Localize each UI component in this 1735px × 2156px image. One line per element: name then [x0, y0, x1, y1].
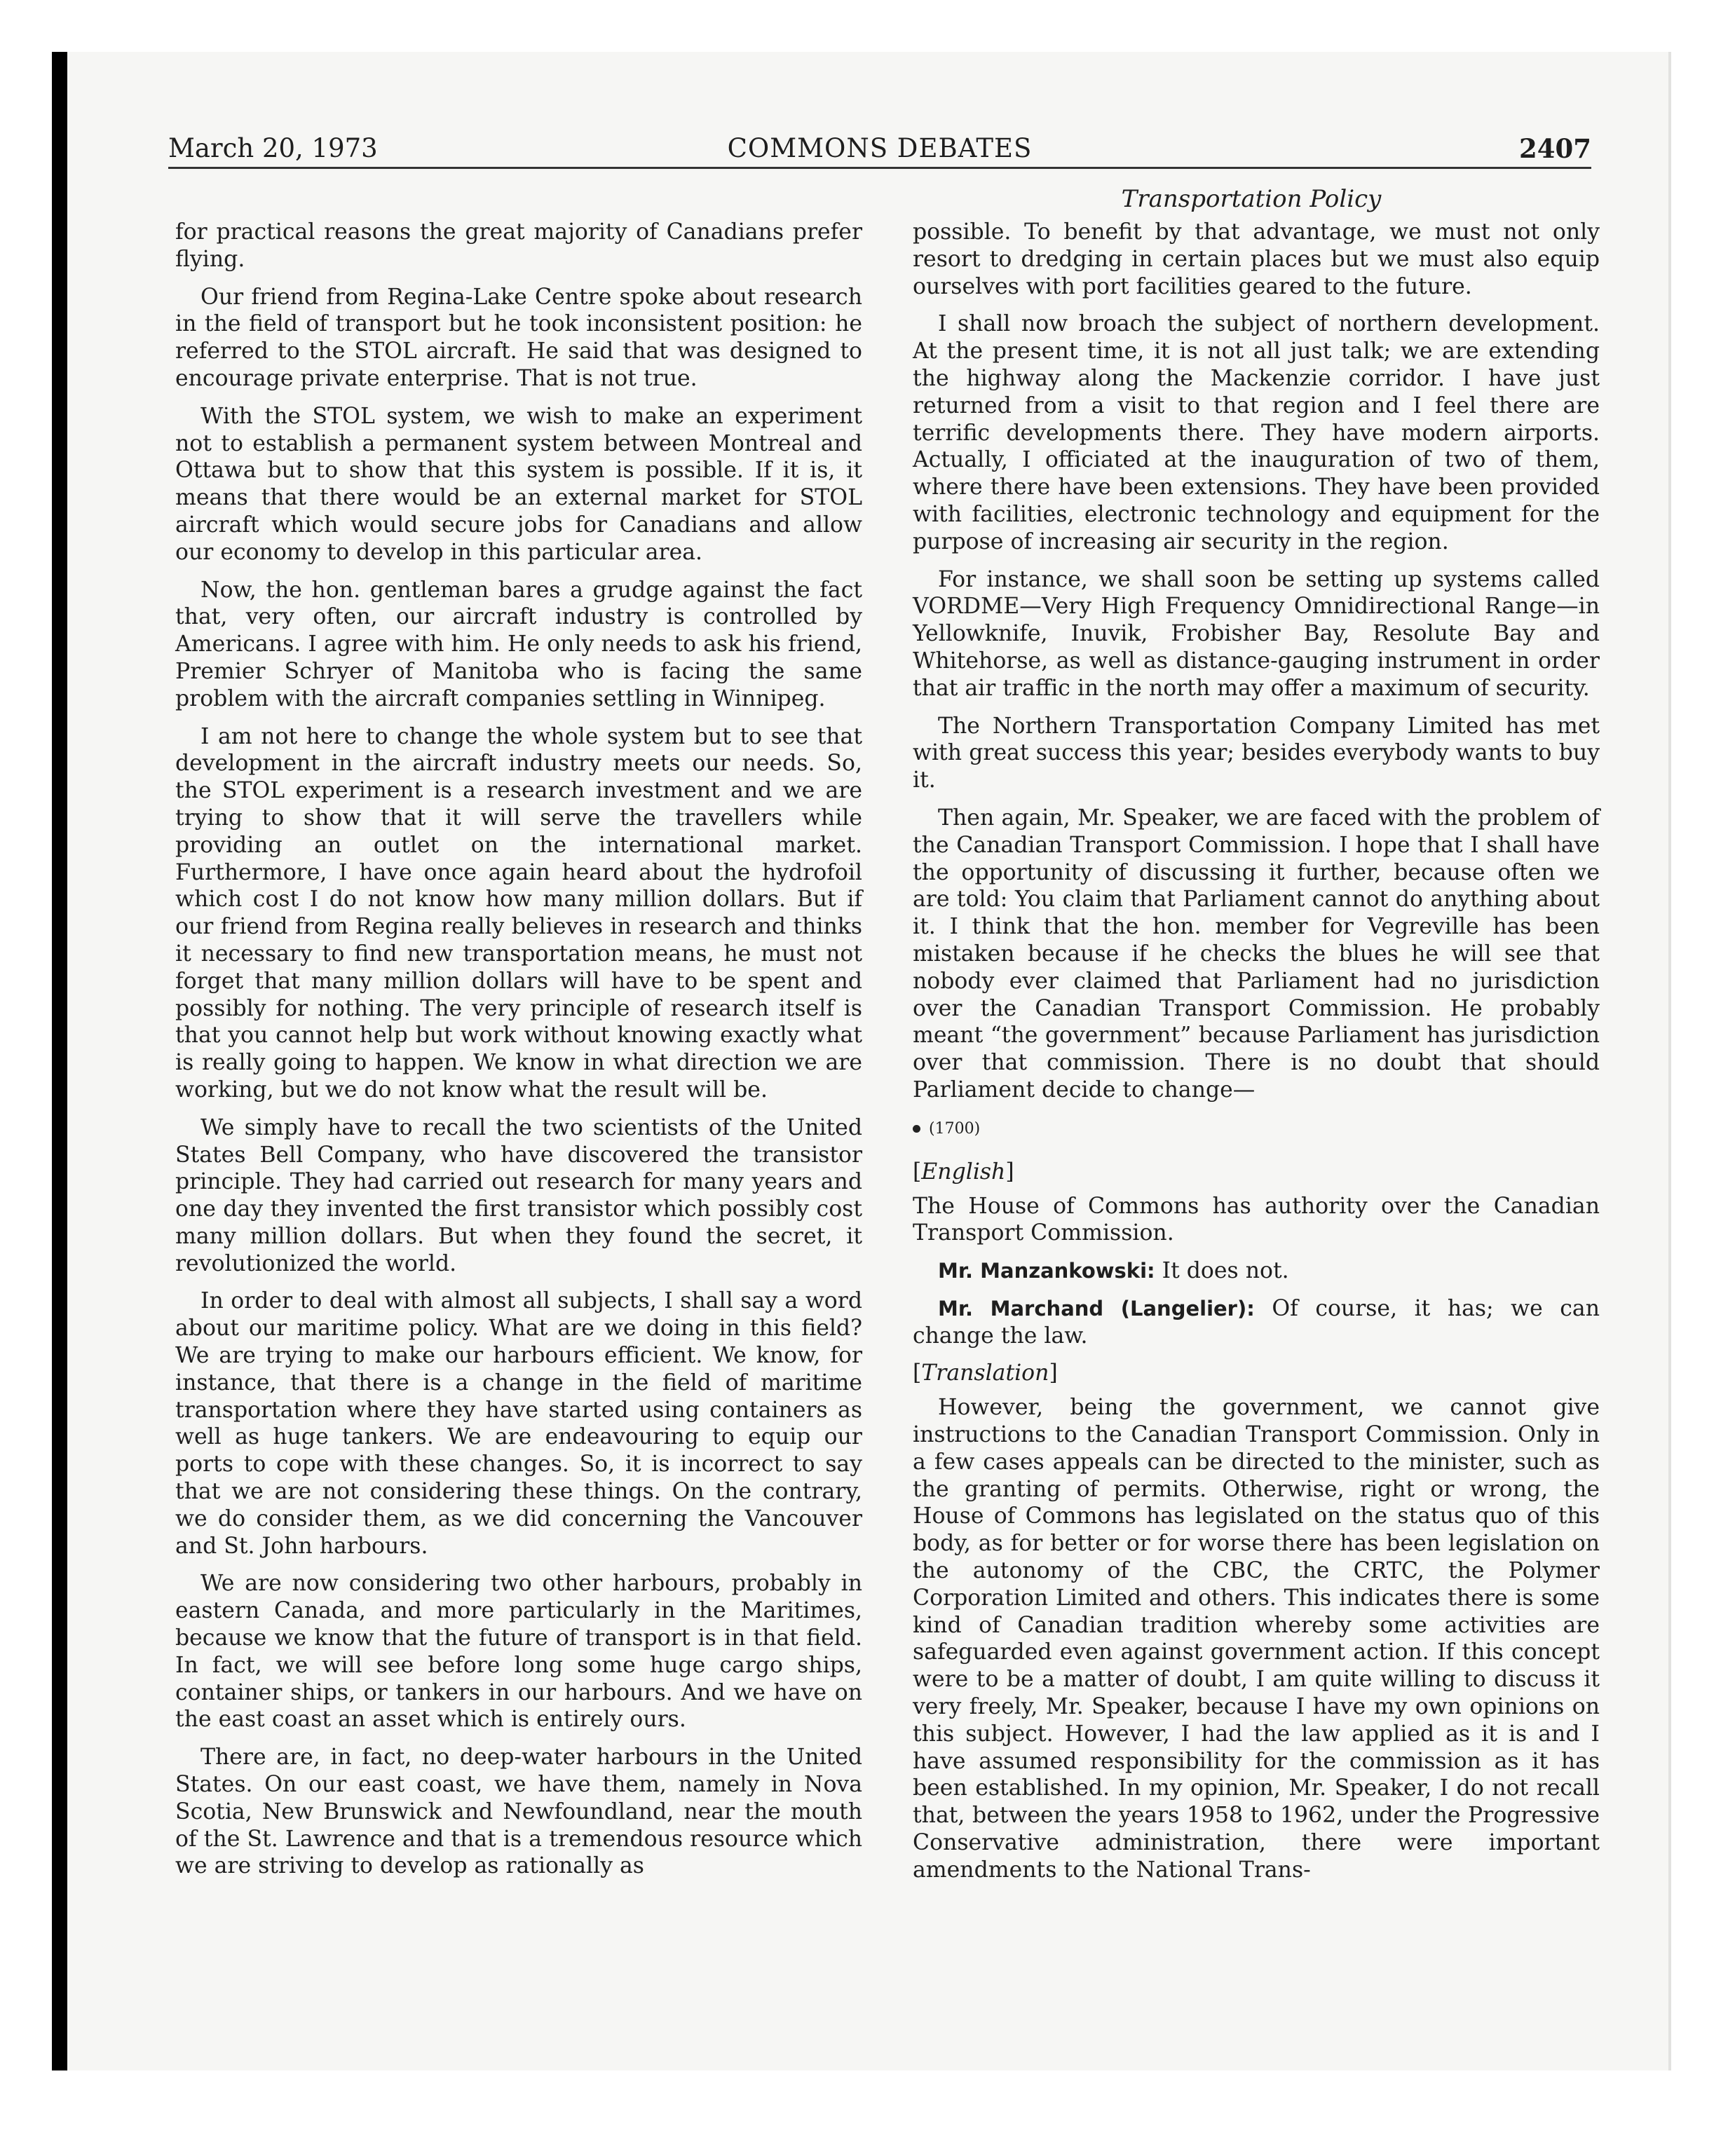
bullet-icon: [913, 1125, 920, 1133]
header-date: March 20, 1973: [168, 133, 378, 163]
running-head: [168, 130, 1591, 169]
time-marker: [913, 1119, 1600, 1139]
time-marker-text: (1700): [929, 1119, 981, 1138]
speaker-name: Mr. Manzankowski:: [938, 1259, 1155, 1283]
left-paragraph: I am not here to change the whole system but to see that development in the aircraft industry meets our needs. So, the STOL experiment is a research investment and we are trying to show that it will serve the travellers while providing an outlet on the international market. Furthermore, I have once again heard about the hydrofoil which cost I do not know how many million dollars. But if our friend from Regina really believes in research and thinks it necessary to find new transportation means, he must not forget that many million dollars will have to be spent and possibly for nothing. The very principle of research itself is that you cannot help but work without knowing exactly what is really going to happen. We know in what direction we are working, but we do not know what the result will be.: [175, 723, 862, 1103]
language-tag-translation: [Translation]: [913, 1360, 1058, 1386]
left-paragraph: There are, in fact, no deep-water harbours in the United States. On our east coast, we have them, namely in Nova Scotia, New Brunswick and Newfoundland, near the mouth of the St. Lawrence and that is a tremendous resource which we are striving to develop as rationally as: [175, 1745, 862, 1879]
speaker-line: [913, 1295, 1600, 1350]
right-paragraph: However, being the government, we cannot give instructions to the Canadian Transport Commission. Only in a few cases appeals can be directed to the minister, such as the granting of permits. Otherwise, right or wrong, the House of Commons has legislated on the status quo of this body, as for better or for worse there has been legislation on the autonomy of the CBC, the CRTC, the Polymer Corporation Limited and others. This indicates there is some kind of Canadian tradition whereby some activities are safeguarded even against government action. If this concept were to be a matter of doubt, I am quite willing to discuss it very freely, Mr. Speaker, because I have my own opinions on this subject. However, I had the law applied as it is and I have assumed responsibility for the commission as it has been established. In my opinion, Mr. Speaker, I do not recall that, between the years 1958 to 1962, under the Progressive Conservative administration, there were important amendments to the National Trans-: [913, 1395, 1600, 1883]
left-paragraph: With the STOL system, we wish to make an experiment not to establish a permanent system between Montreal and Ottawa but to show that this system is possible. If it is, it means that there would be an external market for STOL aircraft which would secure jobs for Canadians and allow our economy to develop in this particular area.: [175, 403, 862, 565]
left-paragraph: We are now considering two other harbours, probably in eastern Canada, and more particularly in the Maritimes, because we know that the future of transport is in that field. In fact, we will see before long some huge cargo ships, container ships, or tankers in our harbours. And we have on the east coast an asset which is entirely ours.: [175, 1571, 862, 1733]
header-title: COMMONS DEBATES: [727, 133, 1033, 163]
language-tag-text: Translation: [921, 1360, 1049, 1386]
language-tag-text: English: [921, 1159, 1006, 1185]
right-paragraph: The Northern Transportation Company Limited has met with great success this year; besides everybody wants to buy it.: [913, 713, 1600, 793]
right-column: [913, 219, 1600, 1895]
speaker-line: [913, 1257, 1600, 1285]
scan-binding-edge: [52, 52, 67, 2070]
language-tag-english: [English]: [913, 1159, 1014, 1185]
right-paragraph: possible. To benefit by that advantage, we must not only resort to dredging in certain places but we must also equip ourselves with port facilities geared to the future.: [913, 219, 1600, 299]
page-number: 2407: [1519, 133, 1591, 164]
scan-page-edge: [1668, 52, 1671, 2070]
right-paragraph: I shall now broach the subject of northern development. At the present time, it is not all just talk; we are extending the highway along the Mackenzie corridor. I have just returned from a visit to that region and I feel there are terrific developments there. They have modern airports. Actually, I officiated at the inauguration of two of them, where there have been extensions. They have been provided with facilities, electronic technology and equipment for the purpose of increasing air security in the region.: [913, 311, 1600, 554]
section-title: Transportation Policy: [1121, 185, 1382, 213]
left-paragraph: Our friend from Regina-Lake Centre spoke about research in the field of transport but he took inconsistent position: he referred to the STOL aircraft. He said that was designed to encourage private enterprise. That is not true.: [175, 284, 862, 391]
speaker-remark: It does not.: [1155, 1258, 1289, 1284]
english-statement: The House of Commons has authority over the Canadian Transport Commission.: [913, 1193, 1600, 1246]
right-paragraph: For instance, we shall soon be setting up systems called VORDME—Very High Frequency Omnidirectional Range—in Yellowknife, Inuvik, Frobisher Bay, Resolute Bay and Whitehorse, as well as distance-gauging instrument in order that air traffic in the north may offer a maximum of security.: [913, 566, 1600, 701]
left-paragraph: Now, the hon. gentleman bares a grudge against the fact that, very often, our aircraft industry is controlled by Americans. I agree with him. He only needs to ask his friend, Premier Schryer of Manitoba who is facing the same problem with the aircraft companies settling in Winnipeg.: [175, 577, 862, 711]
left-paragraph: for practical reasons the great majority of Canadians prefer flying.: [175, 219, 862, 272]
left-paragraph: In order to deal with almost all subjects, I shall say a word about our maritime policy. What are we doing in this field? We are trying to make our harbours efficient. We know, for instance, that there is a change in the field of maritime transportation where they have started using containers as well as huge tankers. We are endeavouring to equip our ports to cope with these changes. So, it is incorrect to say that we are not considering these things. On the contrary, we do consider them, as we did concerning the Vancouver and St. John harbours.: [175, 1288, 862, 1559]
speaker-name: Mr. Marchand (Langelier):: [938, 1296, 1255, 1321]
left-column: [175, 219, 862, 1890]
speaker-remark: Of course, it has; we can change the law.: [913, 1295, 1600, 1349]
left-paragraph: We simply have to recall the two scientists of the United States Bell Company, who have discovered the transistor principle. They had carried out research for many years and one day they invented the first transistor which possibly cost many million dollars. But when they found the secret, it revolutionized the world.: [175, 1114, 862, 1276]
right-paragraph: Then again, Mr. Speaker, we are faced with the problem of the Canadian Transport Commission. I hope that I shall have the opportunity of discussing it further, because often we are told: You claim that Parliament cannot do anything about it. I think that the hon. member for Vegreville has been mistaken because if he checks the blues he will see that nobody ever claimed that Parliament had no jurisdiction over the Canadian Transport Commission. He probably meant “the government” because Parliament has jurisdiction over that commission. There is no doubt that should Parliament decide to change—: [913, 805, 1600, 1103]
